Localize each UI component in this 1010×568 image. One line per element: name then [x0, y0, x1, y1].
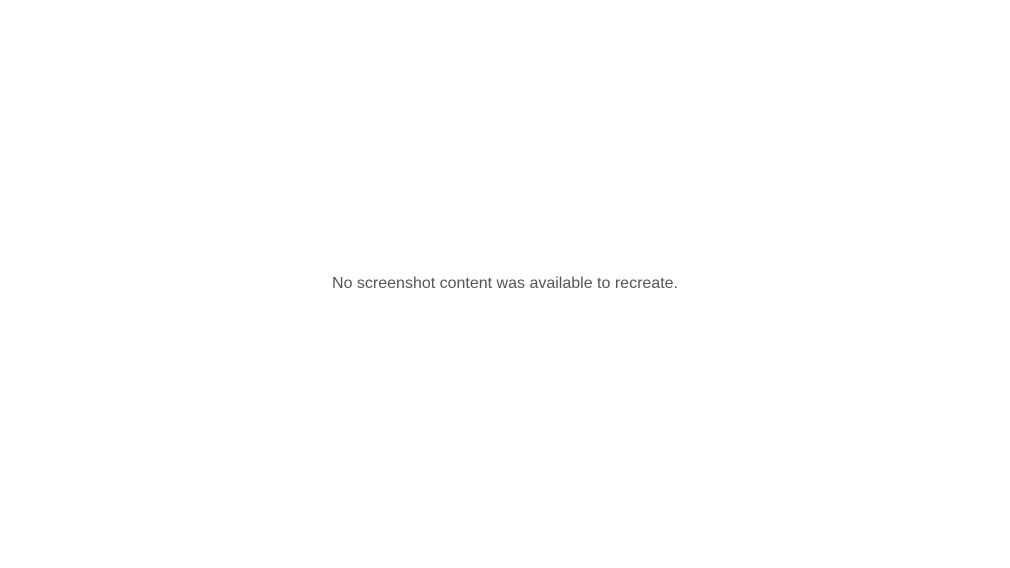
- notice-text: No screenshot content was available to recreate.: [332, 275, 678, 292]
